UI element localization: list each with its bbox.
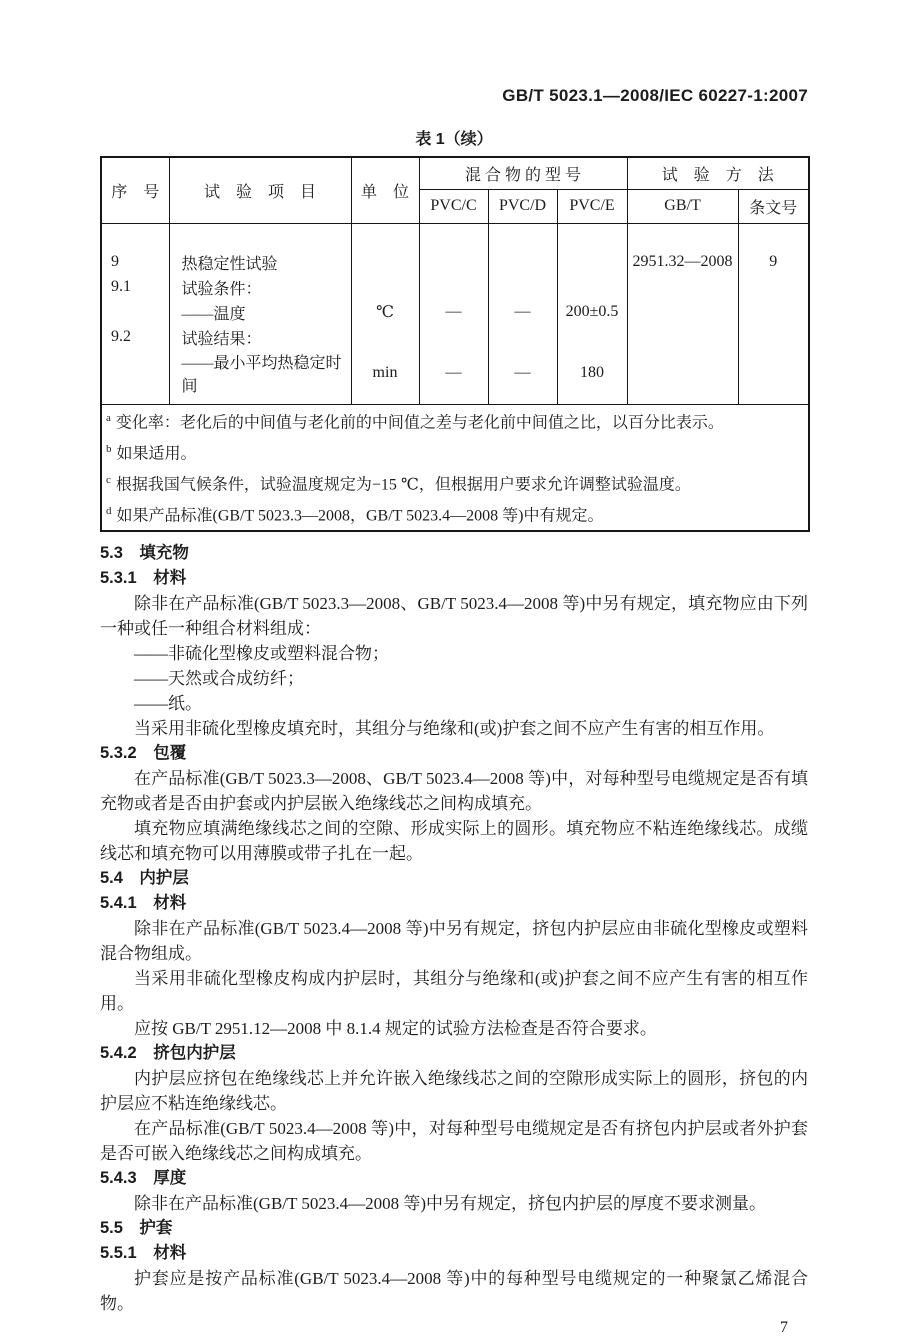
cell-gbt	[627, 350, 738, 405]
cell-unit	[351, 275, 419, 300]
table-row	[101, 300, 809, 325]
dash-list-item: ——纸。	[134, 693, 202, 713]
col-header-gbt: GB/T	[627, 189, 738, 223]
cell-serial	[101, 300, 169, 325]
paragraph: 当采用非硫化型橡皮填充时，其组分与绝缘和(或)护套之间不应产生有害的相互作用。	[134, 718, 775, 738]
cell-pvcd	[488, 325, 557, 350]
footnote-text: 变化率：老化后的中间值与老化前的中间值之差与老化前中间值之比，以百分比表示。	[115, 413, 724, 431]
cell-pvcd: —	[488, 300, 557, 325]
footnote-marker: a	[106, 411, 111, 424]
footnote-b	[106, 436, 804, 467]
section-heading-5-5: 5.5 护套	[100, 1218, 173, 1237]
paragraph: 在产品标准(GB/T 5023.4—2008 等)中，对每种型号电缆规定是否有挤包内护层或者外护套是否可嵌入绝缘线芯之间构成填充。	[100, 1118, 808, 1163]
footnote-text: 如果产品标准(GB/T 5023.3—2008，GB/T 5023.4—2008 等)中有规定。	[116, 507, 604, 525]
section-heading-5-3-1: 5.3.1 材料	[100, 568, 187, 587]
col-header-pvcc: PVC/C	[419, 189, 488, 223]
section-heading-5-4-1: 5.4.1 材料	[100, 893, 187, 912]
paragraph: 除非在产品标准(GB/T 5023.4—2008 等)中另有规定，挤包内护层的厚度不要求测量。	[134, 1193, 766, 1213]
footnote-text: 根据我国气候条件，试验温度规定为−15 ℃，但根据用户要求允许调整试验温度。	[115, 476, 691, 494]
col-header-clause: 条文号	[738, 189, 809, 223]
footnote-a	[106, 405, 804, 436]
cell-clause	[738, 300, 809, 325]
col-header-mixture-type-group: 混 合 物 的 型 号	[419, 157, 627, 189]
section-heading-5-4-3: 5.4.3 厚度	[100, 1168, 187, 1187]
table-row	[101, 223, 809, 275]
table-header	[101, 157, 809, 223]
cell-pvcc	[419, 275, 488, 300]
table-footnotes-section	[101, 404, 809, 531]
page-number: 7	[780, 1318, 788, 1336]
paragraph: 填充物应填满绝缘线芯之间的空隙、形成实际上的圆形。填充物应不粘连绝缘线芯。成缆线芯和填充物可以用薄膜或带子扎在一起。	[100, 818, 808, 863]
table-row	[101, 275, 809, 300]
table-row	[101, 350, 809, 405]
cell-pvcc	[419, 325, 488, 350]
cell-gbt: 2951.32—2008	[627, 223, 738, 275]
paragraph: 除非在产品标准(GB/T 5023.4—2008 等)中另有规定，挤包内护层应由非硫化型橡皮或塑料混合物组成。	[100, 918, 808, 963]
document-number-header: GB/T 5023.1—2008/IEC 60227-1:2007	[502, 86, 808, 105]
paragraph: 内护层应挤包在绝缘线芯上并允许嵌入绝缘线芯之间的空隙形成实际上的圆形，挤包的内护层应不粘连绝缘线芯。	[100, 1068, 808, 1113]
cell-serial	[101, 350, 169, 405]
col-header-unit: 单 位	[351, 157, 419, 223]
footnote-marker: c	[106, 474, 111, 487]
cell-pvce: 180	[557, 350, 627, 405]
cell-gbt	[627, 300, 738, 325]
paragraph: 在产品标准(GB/T 5023.3—2008、GB/T 5023.4—2008 等)中，对每种型号电缆规定是否有填充物或者是否由护套或内护层嵌入绝缘线芯之间构成填充。	[100, 768, 808, 813]
table-caption: 表 1（续）	[415, 131, 493, 148]
footnote-marker: b	[106, 442, 112, 455]
cell-pvcc	[419, 223, 488, 275]
section-heading-5-3-2: 5.3.2 包覆	[100, 743, 187, 762]
cell-serial: 9	[101, 223, 169, 275]
cell-pvcc: —	[419, 300, 488, 325]
cell-test-item: 热稳定性试验	[169, 223, 351, 275]
col-header-pvce: PVC/E	[557, 189, 627, 223]
footnote-text: 如果适用。	[116, 445, 197, 463]
dash-list-item: ——非硫化型橡皮或塑料混合物；	[134, 643, 389, 663]
cell-serial: 9.2	[101, 325, 169, 350]
col-header-pvcd: PVC/D	[488, 189, 557, 223]
table-body	[101, 223, 809, 404]
section-heading-5-4: 5.4 内护层	[100, 868, 189, 887]
section-heading-5-4-2: 5.4.2 挤包内护层	[100, 1043, 236, 1062]
cell-test-item: ——最小平均热稳定时间	[169, 350, 351, 405]
paragraph: 除非在产品标准(GB/T 5023.3—2008、GB/T 5023.4—2008 等)中另有规定，填充物应由下列一种或任一种组合材料组成：	[100, 593, 808, 638]
cell-pvce	[557, 223, 627, 275]
cell-serial: 9.1	[101, 275, 169, 300]
table-row	[101, 325, 809, 350]
cell-clause	[738, 325, 809, 350]
cell-unit	[351, 223, 419, 275]
cell-pvcd	[488, 275, 557, 300]
col-header-test-item: 试 验 项 目	[169, 157, 351, 223]
col-header-test-method-group: 试 验 方 法	[627, 157, 809, 189]
paragraph: 应按 GB/T 2951.12—2008 中 8.1.4 规定的试验方法检查是否符合要求。	[134, 1018, 657, 1038]
footnote-c	[106, 467, 804, 498]
paragraph: 当采用非硫化型橡皮构成内护层时，其组分与绝缘和(或)护套之间不应产生有害的相互作用。	[100, 968, 808, 1013]
test-requirements-table	[100, 156, 810, 532]
cell-unit: min	[351, 350, 419, 405]
dash-list-item: ——天然或合成纺纤；	[134, 668, 304, 688]
footnote-marker: d	[106, 505, 112, 518]
cell-pvcd: —	[488, 350, 557, 405]
document-body	[100, 541, 808, 1316]
footnote-d	[106, 498, 804, 529]
cell-clause	[738, 350, 809, 405]
cell-pvcd	[488, 223, 557, 275]
col-header-serial: 序 号	[101, 157, 169, 223]
cell-unit: ℃	[351, 300, 419, 325]
cell-gbt	[627, 325, 738, 350]
cell-pvce: 200±0.5	[557, 300, 627, 325]
cell-unit	[351, 325, 419, 350]
cell-pvce	[557, 275, 627, 300]
cell-pvcc: —	[419, 350, 488, 405]
section-heading-5-3: 5.3 填充物	[100, 543, 189, 562]
cell-pvce	[557, 325, 627, 350]
cell-test-item: 试验结果：	[169, 325, 351, 350]
cell-test-item: 试验条件：	[169, 275, 351, 300]
cell-clause	[738, 275, 809, 300]
section-heading-5-5-1: 5.5.1 材料	[100, 1243, 187, 1262]
paragraph: 护套应是按产品标准(GB/T 5023.4—2008 等)中的每种型号电缆规定的一种聚氯乙烯混合物。	[100, 1268, 808, 1313]
cell-gbt	[627, 275, 738, 300]
cell-test-item: ——温度	[169, 300, 351, 325]
cell-clause: 9	[738, 223, 809, 275]
